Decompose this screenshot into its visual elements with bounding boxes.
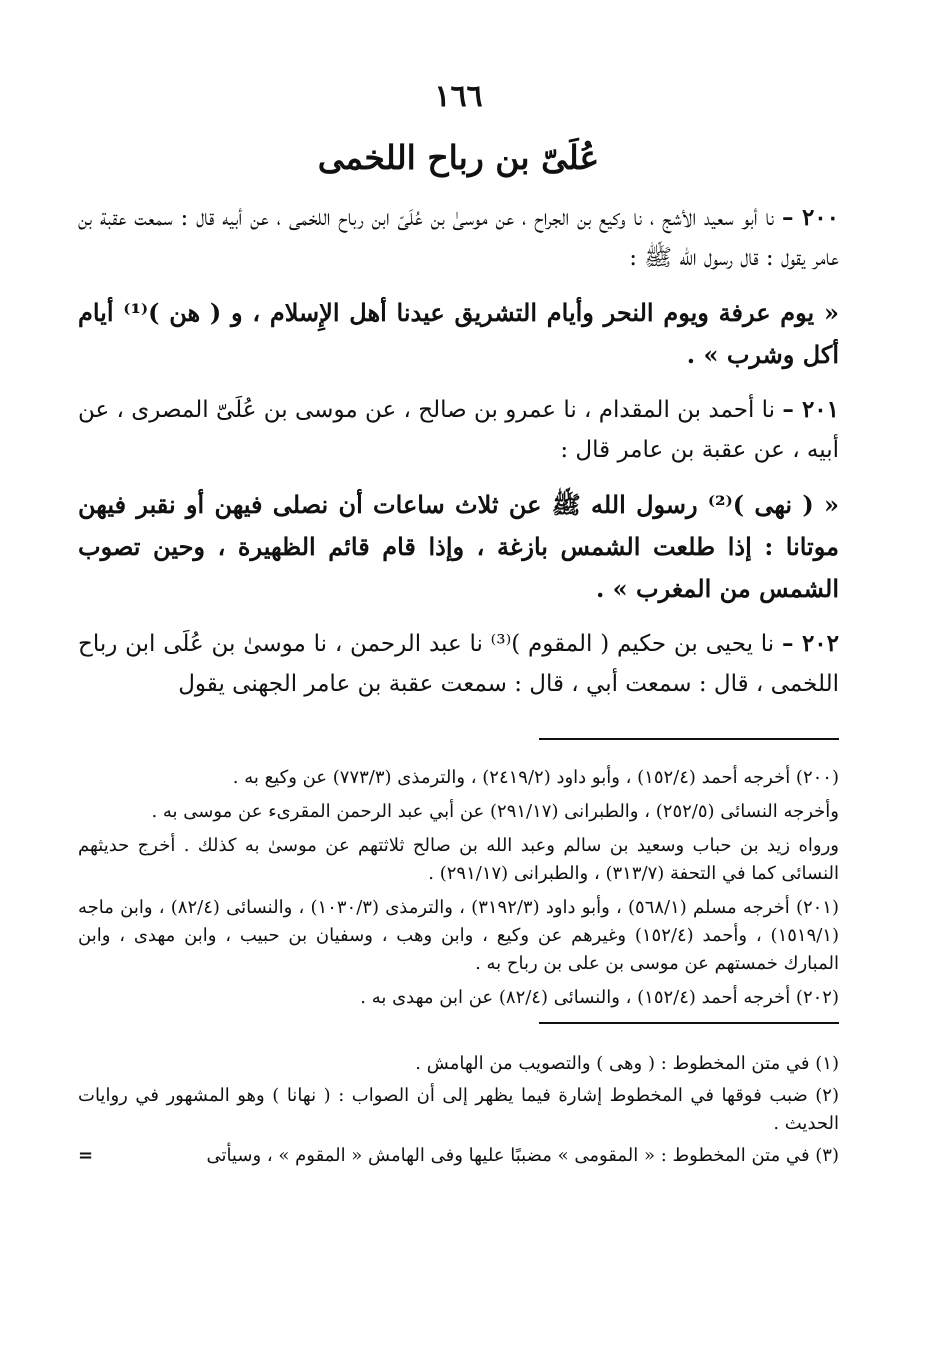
hadith-202 <box>78 624 839 704</box>
hadith-matn: « ( نهى )⁽²⁾ رسول الله ﷺ عن ثلاث ساعات أن نصلى فيهن أو نقبر فيهن موتانا : إذا طلعت الشمس بازغة ، وإذا قام قائم الظهيرة ، وحين تصوب الشمس من المغرب » . <box>78 490 840 603</box>
page-number: ١٦٦ <box>434 79 483 114</box>
takhrij-entry: (٢٠١) أخرجه مسلم (٥٦٨/١) ، وأبو داود (٣١٩٢/٣) ، والترمذى (١٠٣٠/٣) ، والنسائى (٨٢/٤) ، وابن ماجه (١٥١٩/١) ، وأحمد (١٥٢/٤) وغيرهم عن وكيع ، وابن وهب ، وسفيان بن حبيب ، وابن مهدى ، وابن المبارك خمستهم عن موسى بن على بن رباح به . <box>78 897 840 974</box>
takhrij-entry: ورواه زيد بن حباب وسعيد بن سالم وعبد الله بن صالح ثلاثتهم عن موسىٰ به كذلك . أخرج حديثهم النسائى كما في التحفة (٣١٣/٧) ، والطبرانى (٢٩١/١٧) . <box>78 835 839 884</box>
takhrij-entry: (٢٠٠) أخرجه أحمد (١٥٢/٤) ، وأبو داود (٢٤١٩/٢) ، والترمذى (٧٧٣/٣) عن وكيع به . <box>232 767 839 788</box>
takhrij-entry: (٢٠٢) أخرجه أحمد (١٥٢/٤) ، والنسائى (٨٢/٤) عن ابن مهدى به . <box>360 987 839 1008</box>
continuation-mark: = <box>78 1145 94 1166</box>
hadith-number: ٢٠٢ – <box>781 630 840 657</box>
takhrij-divider <box>539 738 839 740</box>
hadith-number: ٢٠١ – <box>782 396 839 423</box>
hadith-201 <box>78 390 839 610</box>
isnad-text: نا أحمد بن المقدام ، نا عمرو بن صالح ، عن موسى بن عُلَىّ المصرى ، عن أبيه ، عن عقبة بن عامر قال : <box>78 397 839 463</box>
hadith-number: ٢٠٠ – <box>781 204 840 231</box>
hadith-isnad <box>78 390 839 470</box>
hadith-isnad <box>78 624 839 704</box>
footnote <box>78 1142 839 1170</box>
takhrij-section <box>78 764 839 1012</box>
chapter-title: عُلَىّ بن رباح اللخمى <box>317 138 600 177</box>
footnotes <box>78 1050 839 1170</box>
footnote: (١) في متن المخطوط : ( وهى ) والتصويب من الهامش . <box>415 1053 839 1074</box>
footnote: (٢) ضبب فوقها في المخطوط إشارة فيما يظهر إلى أن الصواب : ( نهانا ) وهو المشهور في روايات الحديث . <box>78 1085 839 1134</box>
takhrij-entry: وأخرجه النسائى (٢٥٢/٥) ، والطبرانى (٢٩١/١٧) عن أبي عبد الرحمن المقرىء عن موسى به . <box>151 801 839 822</box>
isnad-text: نا أبو سعيد الأشج ، نا وكيع بن الجراح ، عن موسىٰ بن عُلَىّ ابن رباح اللخمى ، عن أبيه قال : سمعت عقبة بن عامر يقول : قال رسول الله ﷺ : <box>78 205 839 271</box>
hadith-isnad <box>78 198 839 278</box>
hadith-matn: « يوم عرفة ويوم النحر وأيام التشريق عيدنا أهل الإِسلام ، و ( هن )⁽¹⁾ أيام أكل وشرب » . <box>78 298 839 369</box>
notes-divider <box>539 1022 839 1024</box>
isnad-text: نا يحيى بن حكيم ( المقوم )⁽³⁾ نا عبد الرحمن ، نا موسىٰ بن عُلَى ابن رباح اللخمى ، قال : سمعت أبي ، قال : سمعت عقبة بن عامر الجهنى يقول <box>78 631 839 697</box>
hadith-200 <box>78 198 839 376</box>
footnote-text: (٣) في متن المخطوط : « المقومى » مضببًا عليها وفى الهامش « المقوم » ، وسيأتى <box>206 1145 839 1166</box>
